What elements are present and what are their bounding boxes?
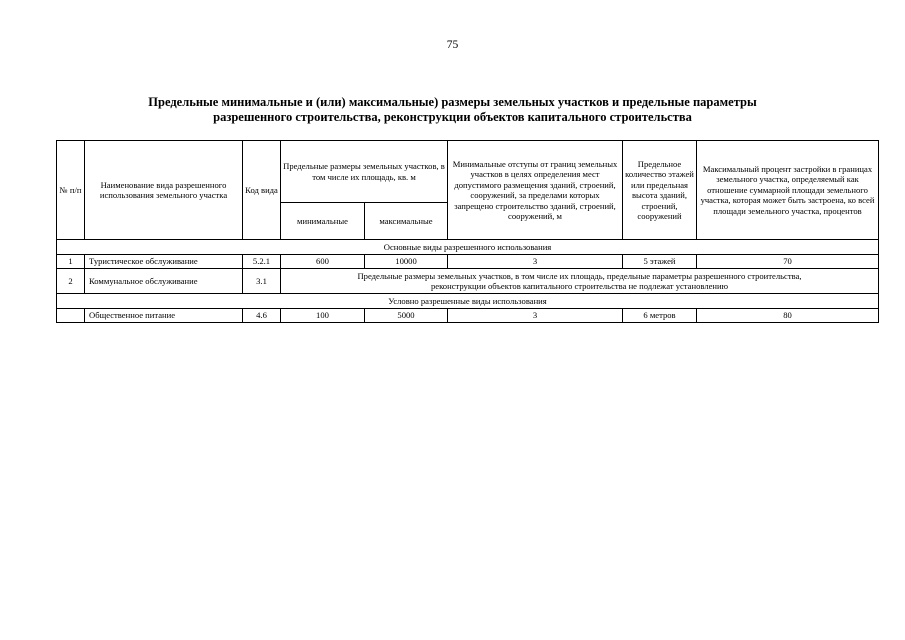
header-setbacks: Минимальные отступы от границ земельных участков в целях определения мест допустимого размещения зданий, строений, сооружений, за пределами которых запрещено строительство зданий, строений, сооружений, м: [448, 141, 623, 240]
row-size-min: 100: [281, 309, 365, 323]
row-setback: 3: [448, 309, 623, 323]
note-line-1: Предельные размеры земельных участков, в том числе их площадь, предельные параметры разрешенного строительства,: [357, 270, 802, 281]
section-conditional-uses: Условно разрешенные виды использования: [57, 294, 879, 309]
row-use-type: Коммунальное обслуживание: [85, 269, 243, 294]
row-code: 5.2.1: [243, 255, 281, 269]
page-number: 75: [446, 39, 459, 51]
header-code: Код вида: [243, 141, 281, 240]
row-merged-note: [281, 269, 879, 294]
row-coverage: 70: [697, 255, 879, 269]
header-plot-size: Предельные размеры земельных участков, в том числе их площадь, кв. м: [281, 141, 448, 203]
row-code: 3.1: [243, 269, 281, 294]
row-size-min: 600: [281, 255, 365, 269]
header-size-max: максимальные: [365, 203, 448, 240]
row-num: 2: [57, 269, 85, 294]
table-row: [57, 269, 879, 294]
header-size-min: минимальные: [281, 203, 365, 240]
row-setback: 3: [448, 255, 623, 269]
row-use-type: Туристическое обслуживание: [85, 255, 243, 269]
row-num: [57, 309, 85, 323]
table-row: [57, 309, 879, 323]
row-floors: 5 этажей: [623, 255, 697, 269]
row-floors: 6 метров: [623, 309, 697, 323]
title-line-2: разрешенного строительства, реконструкции объектов капитального строительства: [213, 110, 692, 124]
header-floors: Предельное количество этажей или предельная высота зданий, строений, сооружений: [623, 141, 697, 240]
row-size-max: 10000: [365, 255, 448, 269]
header-use-type: Наименование вида разрешенного использования земельного участка: [85, 141, 243, 240]
row-coverage: 80: [697, 309, 879, 323]
document-title: [40, 95, 865, 125]
parameters-table: [56, 140, 879, 323]
row-size-max: 5000: [365, 309, 448, 323]
row-num: 1: [57, 255, 85, 269]
row-use-type: Общественное питание: [85, 309, 243, 323]
header-coverage: Максимальный процент застройки в границах земельного участка, определяемый как отношение суммарной площади земельного участка, которая может быть застроена, ко всей площади земельного участка, процентов: [697, 141, 879, 240]
note-line-2: реконструкции объектов капитального строительства не подлежат установлению: [430, 281, 729, 291]
title-line-1: Предельные минимальные и (или) максимальные) размеры земельных участков и предельные параметры: [148, 95, 757, 109]
row-code: 4.6: [243, 309, 281, 323]
table-row: [57, 255, 879, 269]
section-main-uses: Основные виды разрешенного использования: [57, 240, 879, 255]
header-num: № п/п: [57, 141, 85, 240]
